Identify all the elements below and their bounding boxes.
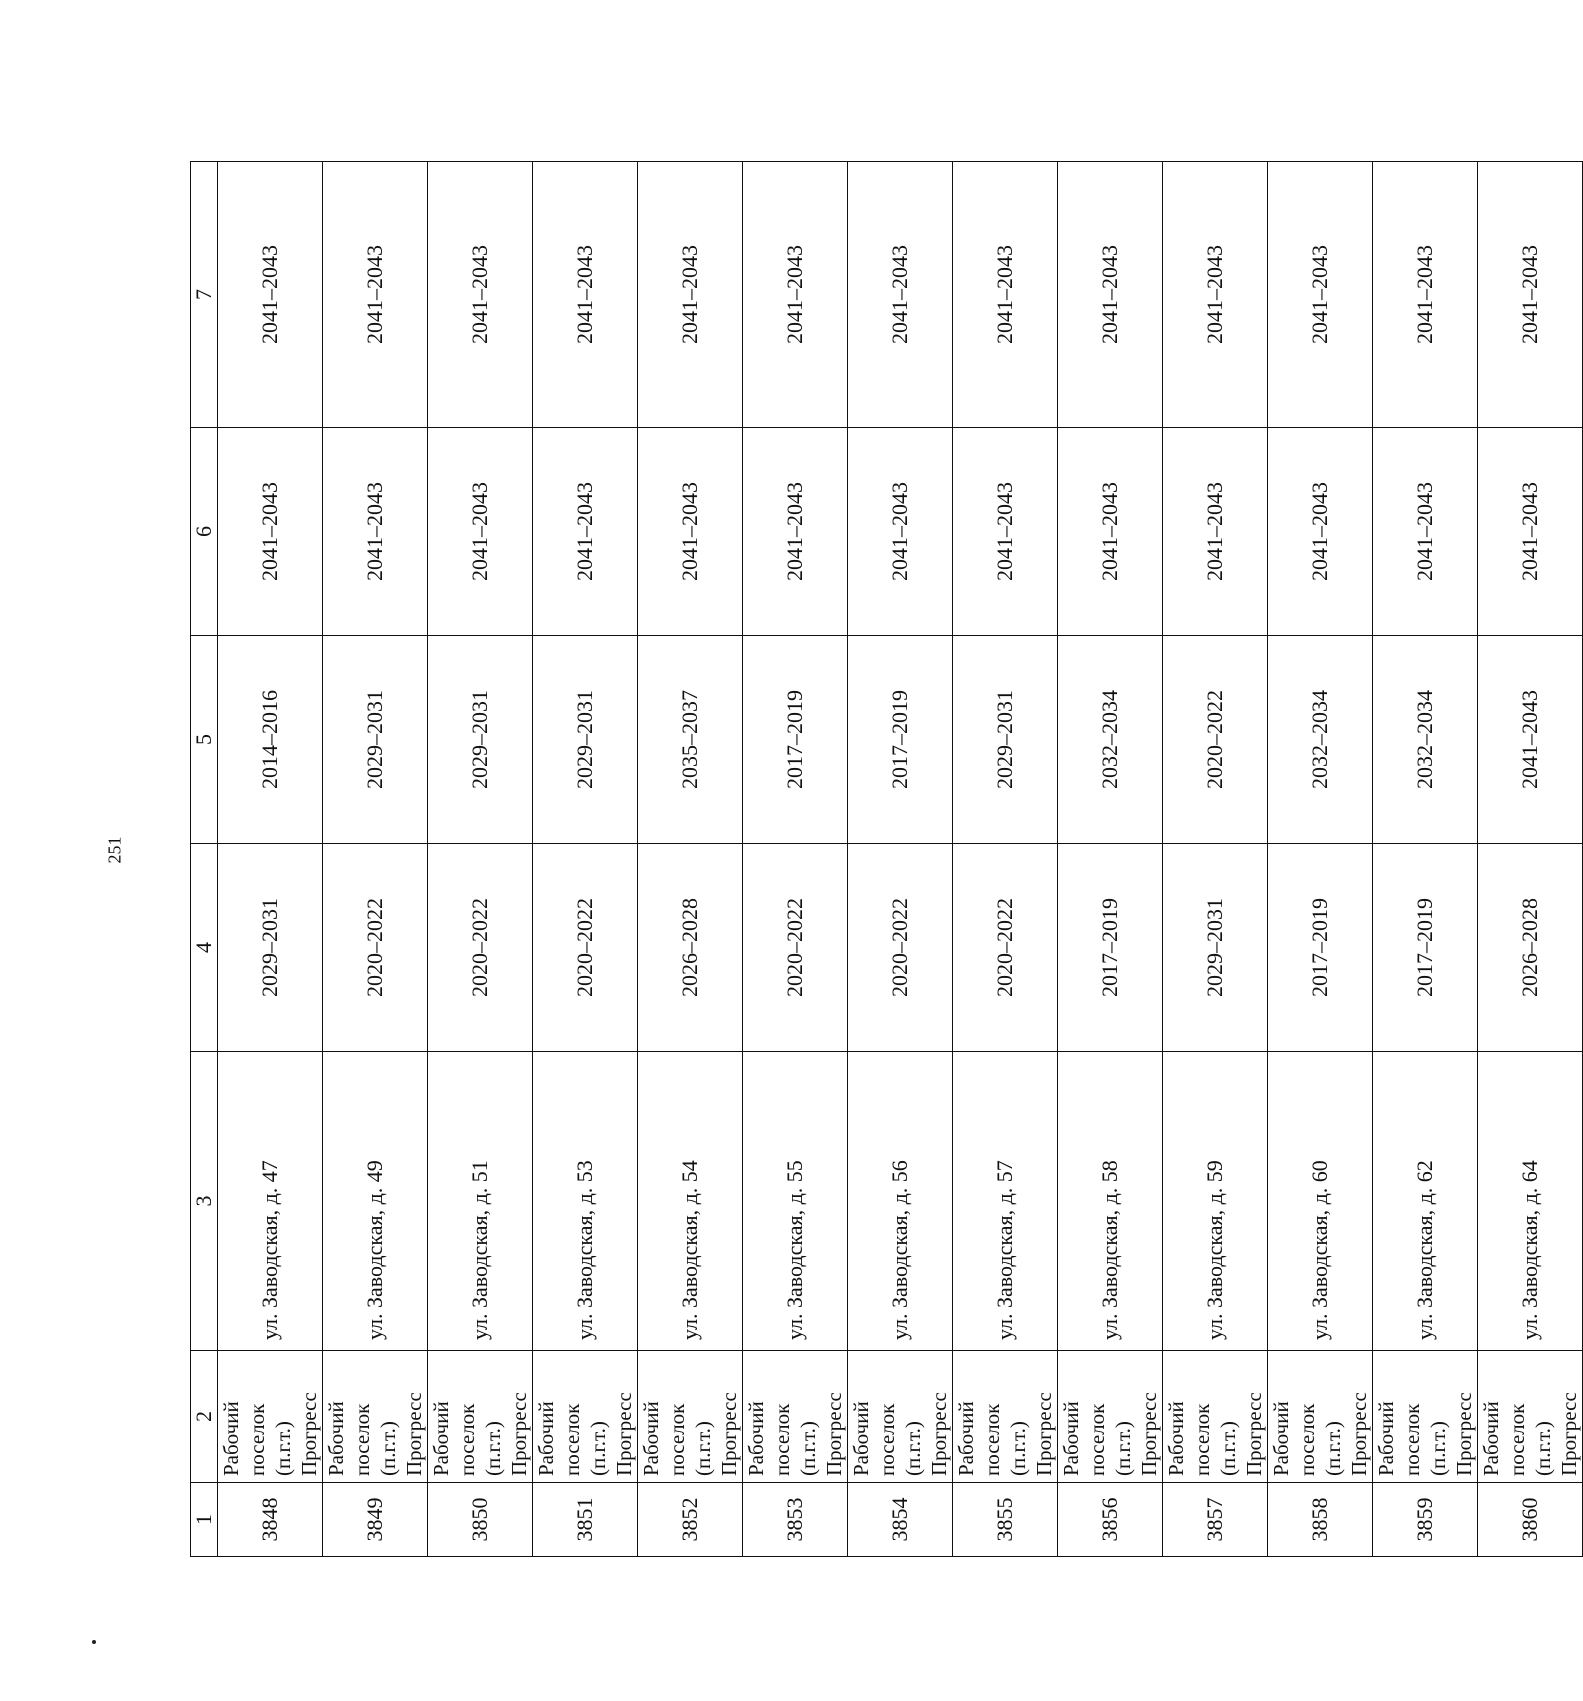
table-row: [428, 162, 533, 1557]
period-cell-7: 2041–2043: [428, 162, 533, 428]
period-cell-4: 2029–2031: [1163, 844, 1268, 1052]
table-row: [323, 162, 428, 1557]
row-number-cell: 3857: [1163, 1483, 1268, 1557]
column-header: 1: [191, 1483, 218, 1557]
address-cell: ул. Заводская, д. 49: [323, 1052, 428, 1351]
column-header: 6: [191, 428, 218, 636]
period-cell-4: 2020–2022: [323, 844, 428, 1052]
settlement-line-1: Рабочий поселок: [1479, 1401, 1529, 1476]
settlement-line-2: (п.г.т.) Прогресс: [1216, 1392, 1266, 1476]
settlement-line-2: (п.г.т.) Прогресс: [1531, 1392, 1581, 1476]
settlement-line-2: (п.г.т.) Прогресс: [1111, 1392, 1161, 1476]
period-cell-7: 2041–2043: [533, 162, 638, 428]
table-row: [533, 162, 638, 1557]
period-cell-7: 2041–2043: [848, 162, 953, 428]
column-header: 2: [191, 1351, 218, 1483]
period-cell-4: 2020–2022: [953, 844, 1058, 1052]
row-number-cell: 3860: [1478, 1483, 1583, 1557]
settlement-line-1: Рабочий поселок: [1374, 1401, 1424, 1476]
row-number-cell: 3856: [1058, 1483, 1163, 1557]
settlement-line-2: (п.г.т.) Прогресс: [796, 1392, 846, 1476]
column-header: 4: [191, 844, 218, 1052]
settlement-line-1: Рабочий поселок: [1164, 1401, 1214, 1476]
settlement-line-1: Рабочий поселок: [849, 1401, 899, 1476]
settlement-line-2: (п.г.т.) Прогресс: [376, 1392, 426, 1476]
period-cell-6: 2041–2043: [743, 428, 848, 636]
table-row: [638, 162, 743, 1557]
row-number-cell: 3854: [848, 1483, 953, 1557]
settlement-cell: [218, 1351, 323, 1483]
table-row: [848, 162, 953, 1557]
row-number-cell: 3858: [1268, 1483, 1373, 1557]
table-row: [1373, 162, 1478, 1557]
row-number-cell: 3855: [953, 1483, 1058, 1557]
period-cell-4: 2026–2028: [1478, 844, 1583, 1052]
table-row: [953, 162, 1058, 1557]
settlement-line-2: (п.г.т.) Прогресс: [901, 1392, 951, 1476]
settlement-cell: [638, 1351, 743, 1483]
period-cell-5: 2041–2043: [1478, 636, 1583, 844]
period-cell-7: 2041–2043: [1058, 162, 1163, 428]
address-cell: ул. Заводская, д. 58: [1058, 1052, 1163, 1351]
period-cell-6: 2041–2043: [428, 428, 533, 636]
period-cell-5: 2032–2034: [1268, 636, 1373, 844]
period-cell-6: 2041–2043: [638, 428, 743, 636]
period-cell-4: 2017–2019: [1268, 844, 1373, 1052]
settlement-cell: [1478, 1351, 1583, 1483]
period-cell-7: 2041–2043: [953, 162, 1058, 428]
settlement-line-2: (п.г.т.) Прогресс: [691, 1392, 741, 1476]
period-cell-5: 2029–2031: [533, 636, 638, 844]
period-cell-4: 2020–2022: [743, 844, 848, 1052]
period-cell-6: 2041–2043: [323, 428, 428, 636]
address-cell: ул. Заводская, д. 59: [1163, 1052, 1268, 1351]
period-cell-7: 2041–2043: [218, 162, 323, 428]
settlement-line-2: (п.г.т.) Прогресс: [1006, 1392, 1056, 1476]
settlement-line-2: (п.г.т.) Прогресс: [271, 1392, 321, 1476]
address-cell: ул. Заводская, д. 51: [428, 1052, 533, 1351]
settlement-cell: [953, 1351, 1058, 1483]
address-cell: ул. Заводская, д. 60: [1268, 1052, 1373, 1351]
settlement-line-1: Рабочий поселок: [639, 1401, 689, 1476]
settlement-line-1: Рабочий поселок: [954, 1401, 1004, 1476]
period-cell-5: 2032–2034: [1373, 636, 1478, 844]
settlement-line-1: Рабочий поселок: [429, 1401, 479, 1476]
table-row: [1478, 162, 1583, 1557]
period-cell-5: 2014–2016: [218, 636, 323, 844]
period-cell-5: 2017–2019: [743, 636, 848, 844]
row-number-cell: 3851: [533, 1483, 638, 1557]
period-cell-5: 2020–2022: [1163, 636, 1268, 844]
period-cell-4: 2020–2022: [428, 844, 533, 1052]
period-cell-6: 2041–2043: [533, 428, 638, 636]
settlement-line-1: Рабочий поселок: [324, 1401, 374, 1476]
period-cell-6: 2041–2043: [1058, 428, 1163, 636]
table-row: [1268, 162, 1373, 1557]
address-cell: ул. Заводская, д. 57: [953, 1052, 1058, 1351]
period-cell-4: 2020–2022: [533, 844, 638, 1052]
address-cell: ул. Заводская, д. 54: [638, 1052, 743, 1351]
settlement-line-1: Рабочий поселок: [1269, 1401, 1319, 1476]
row-number-cell: 3850: [428, 1483, 533, 1557]
address-cell: ул. Заводская, д. 64: [1478, 1052, 1583, 1351]
row-number-cell: 3848: [218, 1483, 323, 1557]
period-cell-7: 2041–2043: [1163, 162, 1268, 428]
period-cell-6: 2041–2043: [1268, 428, 1373, 636]
settlement-line-2: (п.г.т.) Прогресс: [1426, 1392, 1476, 1476]
period-cell-7: 2041–2043: [1268, 162, 1373, 428]
period-cell-6: 2041–2043: [1373, 428, 1478, 636]
address-cell: ул. Заводская, д. 53: [533, 1052, 638, 1351]
row-number-cell: 3859: [1373, 1483, 1478, 1557]
period-cell-5: 2032–2034: [1058, 636, 1163, 844]
table-row: [743, 162, 848, 1557]
period-cell-6: 2041–2043: [1163, 428, 1268, 636]
table-rotated-wrapper: [190, 162, 1581, 1557]
period-cell-4: 2026–2028: [638, 844, 743, 1052]
period-cell-6: 2041–2043: [848, 428, 953, 636]
column-header: 7: [191, 162, 218, 428]
scan-artifact-dot: [92, 1640, 96, 1644]
settlement-cell: [533, 1351, 638, 1483]
period-cell-6: 2041–2043: [953, 428, 1058, 636]
settlement-cell: [1268, 1351, 1373, 1483]
settlement-line-2: (п.г.т.) Прогресс: [1321, 1392, 1371, 1476]
settlement-cell: [848, 1351, 953, 1483]
period-cell-5: 2029–2031: [428, 636, 533, 844]
period-cell-7: 2041–2043: [1478, 162, 1583, 428]
table-header-row: [191, 162, 218, 1557]
settlement-line-1: Рабочий поселок: [534, 1401, 584, 1476]
row-number-cell: 3852: [638, 1483, 743, 1557]
period-cell-7: 2041–2043: [638, 162, 743, 428]
period-cell-5: 2017–2019: [848, 636, 953, 844]
period-cell-6: 2041–2043: [1478, 428, 1583, 636]
period-cell-7: 2041–2043: [1373, 162, 1478, 428]
period-cell-6: 2041–2043: [218, 428, 323, 636]
settlement-line-2: (п.г.т.) Прогресс: [586, 1392, 636, 1476]
table-row: [1163, 162, 1268, 1557]
page-number: 251: [104, 836, 125, 864]
settlement-cell: [323, 1351, 428, 1483]
settlement-line-1: Рабочий поселок: [1059, 1401, 1109, 1476]
period-cell-7: 2041–2043: [323, 162, 428, 428]
period-cell-4: 2017–2019: [1058, 844, 1163, 1052]
settlement-line-2: (п.г.т.) Прогресс: [481, 1392, 531, 1476]
settlement-cell: [1163, 1351, 1268, 1483]
period-cell-5: 2029–2031: [953, 636, 1058, 844]
period-cell-4: 2029–2031: [218, 844, 323, 1052]
address-cell: ул. Заводская, д. 56: [848, 1052, 953, 1351]
column-header: 5: [191, 636, 218, 844]
address-cell: ул. Заводская, д. 47: [218, 1052, 323, 1351]
period-cell-7: 2041–2043: [743, 162, 848, 428]
housing-registry-table: [190, 161, 1583, 1557]
settlement-cell: [1058, 1351, 1163, 1483]
row-number-cell: 3849: [323, 1483, 428, 1557]
settlement-line-1: Рабочий поселок: [219, 1401, 269, 1476]
settlement-cell: [1373, 1351, 1478, 1483]
address-cell: ул. Заводская, д. 55: [743, 1052, 848, 1351]
period-cell-5: 2029–2031: [323, 636, 428, 844]
period-cell-4: 2020–2022: [848, 844, 953, 1052]
settlement-cell: [743, 1351, 848, 1483]
period-cell-4: 2017–2019: [1373, 844, 1478, 1052]
row-number-cell: 3853: [743, 1483, 848, 1557]
address-cell: ул. Заводская, д. 62: [1373, 1052, 1478, 1351]
table-row: [218, 162, 323, 1557]
table-row: [1058, 162, 1163, 1557]
settlement-cell: [428, 1351, 533, 1483]
column-header: 3: [191, 1052, 218, 1351]
settlement-line-1: Рабочий поселок: [744, 1401, 794, 1476]
period-cell-5: 2035–2037: [638, 636, 743, 844]
